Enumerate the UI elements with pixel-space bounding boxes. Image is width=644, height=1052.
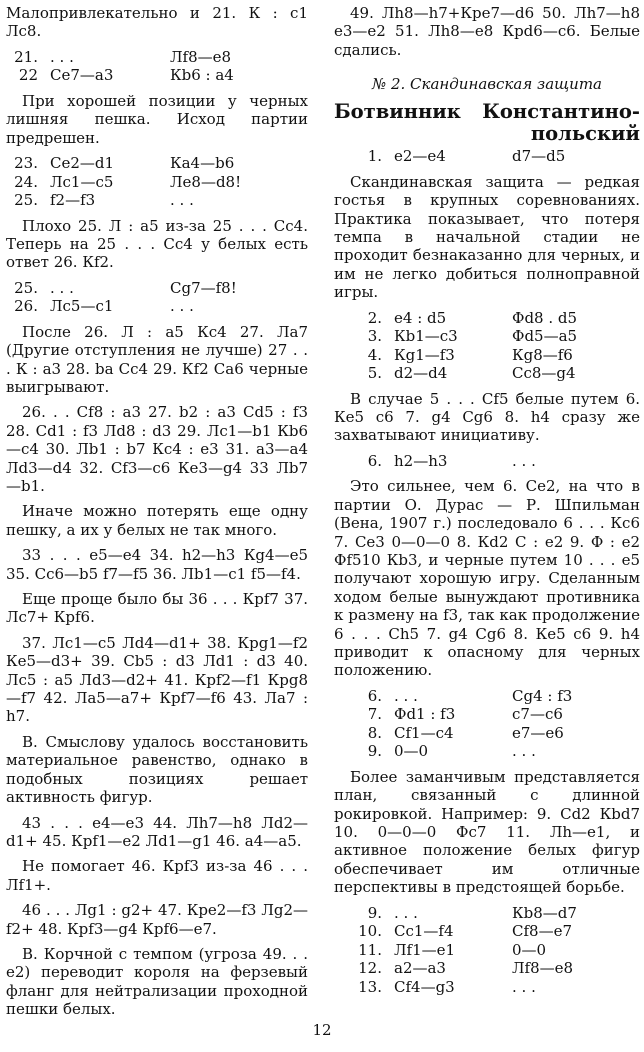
move-number: 3. <box>367 327 382 346</box>
move-number: 5. <box>367 364 382 383</box>
white-move: Сf4—g3 <box>394 977 455 996</box>
players-line-2: польский <box>530 122 640 146</box>
black-move: . . . <box>512 451 536 470</box>
paragraph: 33 . . . e5—e4 34. h2—h3 Кg4—e5 35. Сс6—b5 f7—f5 36. Лb1—c1 f5—f4. <box>6 546 308 583</box>
move-row <box>6 48 308 67</box>
move-row <box>6 173 308 192</box>
paragraph: Это сильнее, чем 6. Се2, на что в партии О. Дурас — Р. Шпильман (Вена, 1907 г.) последовало 6 . . . Кс6 7. Се3 0—0—0 8. Кd2 С : e2 9. Ф : e2 Фf510 Кb3, и черные путем 10 . . . e5 получают хорошую игру. Сделанным ходом белые вынуждают противника к размену на f3, так как продолжение 6 . . . Сh5 7. g4 Сg6 8. Кe5 с6 9. h4 приводит к опасному для черных положению. <box>334 477 640 680</box>
move-table <box>6 279 308 316</box>
move-row <box>334 309 640 328</box>
white-move: . . . <box>50 47 74 66</box>
white-move: Кg1—f3 <box>394 345 455 364</box>
black-move: Кg8—f6 <box>512 345 573 364</box>
black-move: e7—e6 <box>512 723 564 742</box>
white-move: Се7—a3 <box>50 66 114 85</box>
left-column <box>6 4 308 1026</box>
white-move: . . . <box>394 903 418 922</box>
move-number: 1. <box>367 147 382 166</box>
black-move: d7—d5 <box>512 147 566 166</box>
paragraph: Не помогает 46. Крf3 из-за 46 . . . Лf1+. <box>6 857 308 894</box>
move-row <box>334 147 640 166</box>
black-move: Сс8—g4 <box>512 364 576 383</box>
move-number: 23. <box>14 154 38 173</box>
move-row <box>334 452 640 471</box>
move-row <box>334 705 640 724</box>
players-line-1: Ботвинник Константино- <box>334 100 640 124</box>
move-row <box>334 724 640 743</box>
black-move: с7—с6 <box>512 705 563 724</box>
paragraph: 37. Лс1—с5 Лd4—d1+ 38. Крg1—f2 Кe5—d3+ 39. Сb5 : d3 Лd1 : d3 40. Лс5 : a5 Лd3—d2+ 41. Крf2—f1 Крg8—f7 42. Ла5—a7+ Крf7—f6 43. Ла7 : h7. <box>6 633 308 726</box>
black-move: Кb6 : a4 <box>170 66 234 85</box>
move-row <box>334 978 640 997</box>
move-table <box>334 309 640 383</box>
move-number: 9. <box>367 903 382 922</box>
move-number: 13. <box>358 977 382 996</box>
white-move: e2—e4 <box>394 147 446 166</box>
paragraph: Более заманчивым представляется план, связанный с длинной рокировкой. Например: 9. Сd2 Кbd7 10. 0—0—0 Фс7 11. Лh—e1, и активное положение белых фигур обеспечивает им отличные перспективы в предстоящей борьбе. <box>334 767 640 897</box>
move-table <box>6 48 308 85</box>
paragraph: 43 . . . e4—e3 44. Лh7—h8 Лd2—d1+ 45. Крf1—e2 Лd1—g1 46. a4—a5. <box>6 813 308 850</box>
black-move: . . . <box>512 742 536 761</box>
move-number: 22 <box>18 66 38 85</box>
paragraph: Плохо 25. Л : a5 из-за 25 . . . Сc4. Теперь на 25 . . . Сс4 у белых есть ответ 26. Кf2. <box>6 216 308 272</box>
move-number: 7. <box>367 705 382 724</box>
white-move: Лс5—с1 <box>50 297 114 316</box>
white-move: h2—h3 <box>394 451 448 470</box>
white-move: Фd1 : f3 <box>394 705 456 724</box>
move-row <box>6 191 308 210</box>
move-number: 11. <box>358 940 382 959</box>
white-move: Сс1—f4 <box>394 922 454 941</box>
paragraph: 46 . . . Лg1 : g2+ 47. Крe2—f3 Лg2—f2+ 48. Крf3—g4 Крf6—e7. <box>6 901 308 938</box>
paragraph: В случае 5 . . . Сf5 белые путем 6. Кe5 с6 7. g4 Сg6 8. h4 сразу же захватывают инициативу. <box>334 389 640 445</box>
game-heading: № 2. Скандинавская защита <box>372 75 602 94</box>
black-move: Сg4 : f3 <box>512 686 573 705</box>
move-number: 8. <box>367 723 382 742</box>
move-table <box>6 154 308 210</box>
move-row <box>334 742 640 761</box>
white-move: . . . <box>50 278 74 297</box>
move-row <box>334 327 640 346</box>
paragraph: 26. . . Сf8 : a3 27. b2 : a3 Сd5 : f3 28. Сd1 : f3 Лd8 : d3 29. Лс1—b1 Кb6—с4 30. Лb1 : b7 Кс4 : e3 31. a3—a4 Лd3—d4 32. Сf3—с6 Кe3—g4 33 Лb7—b1. <box>6 403 308 495</box>
white-move: Се2—d1 <box>50 154 115 173</box>
paragraph: При хорошей позиции у черных лишняя пешка. Исход партии предрешен. <box>6 91 308 147</box>
black-move: Ле8—d8! <box>170 172 242 191</box>
paragraph: Скандинавская защита — редкая гостья в крупных соревнованиях. Практика показывает, что потеря темпа в начальной стадии не проходит безнаказанно для черных, и им не легко добиться полноправной игры. <box>334 172 640 302</box>
white-move: . . . <box>394 686 418 705</box>
move-number: 21. <box>14 47 38 66</box>
move-row <box>6 66 308 85</box>
black-move: Лf8—e8 <box>170 47 232 66</box>
move-row <box>334 941 640 960</box>
page-number: 12 <box>312 1021 332 1039</box>
move-number: 2. <box>367 308 382 327</box>
paragraph: Иначе можно потерять еще одну пешку, а их у белых не так много. <box>6 502 308 539</box>
black-move: Кb8—d7 <box>512 903 577 922</box>
move-number: 9. <box>367 742 382 761</box>
white-move: d2—d4 <box>394 364 448 383</box>
paragraph: Малопривлекательно и 21. К : c1 Лс8. <box>6 4 308 41</box>
move-table <box>334 147 640 166</box>
white-move: Сf1—с4 <box>394 723 454 742</box>
move-table <box>334 452 640 471</box>
white-move: e4 : d5 <box>394 308 447 327</box>
move-table <box>334 687 640 761</box>
white-move: Лf1—e1 <box>394 940 456 959</box>
black-move: . . . <box>170 191 194 210</box>
black-move: Лf8—e8 <box>512 959 574 978</box>
black-move: . . . <box>512 977 536 996</box>
move-number: 25. <box>14 278 38 297</box>
move-row <box>334 346 640 365</box>
move-row <box>6 297 308 316</box>
paragraph: Еще проще было бы 36 . . . Крf7 37. Лс7+ Крf6. <box>6 590 308 627</box>
paragraph: После 26. Л : a5 Кс4 27. Ла7 (Другие отступления не лучше) 27 . . . К : a3 28. ba Сс4 29. Кf2 Са6 черные выигрывают. <box>6 322 308 396</box>
move-row <box>6 279 308 298</box>
move-row <box>6 154 308 173</box>
move-number: 10. <box>358 922 382 941</box>
paragraph: В. Корчной с темпом (угроза 49. . . e2) переводит короля на ферзевый фланг для нейтрализации проходной пешки белых. <box>6 944 308 1019</box>
move-row <box>334 904 640 923</box>
black-move: Фd5—a5 <box>512 327 578 346</box>
white-move: Кb1—с3 <box>394 327 458 346</box>
move-number: 6. <box>367 451 382 470</box>
black-move: . . . <box>170 297 194 316</box>
move-number: 24. <box>14 172 38 191</box>
move-row <box>334 687 640 706</box>
white-move: f2—f3 <box>50 191 96 210</box>
move-row <box>334 922 640 941</box>
paragraph: В. Смыслову удалось восстановить материальное равенство, однако в подобных позициях решает активность фигур. <box>6 732 308 807</box>
move-row <box>334 959 640 978</box>
paragraph: 49. Лh8—h7+Крe7—d6 50. Лh7—h8 e3—e2 51. Лh8—e8 Крd6—с6. Белые сдались. <box>334 4 640 59</box>
move-number: 25. <box>14 191 38 210</box>
move-number: 26. <box>14 297 38 316</box>
move-table <box>334 904 640 997</box>
white-move: Лс1—с5 <box>50 172 114 191</box>
move-number: 4. <box>367 345 382 364</box>
right-column <box>334 4 640 1003</box>
black-move: Сf8—e7 <box>512 922 572 941</box>
move-number: 12. <box>358 959 382 978</box>
black-move: Сg7—f8! <box>170 278 237 297</box>
players-title <box>334 101 640 145</box>
black-move: Кa4—b6 <box>170 154 235 173</box>
white-move: 0—0 <box>394 742 429 761</box>
white-move: a2—a3 <box>394 959 446 978</box>
move-number: 6. <box>367 686 382 705</box>
black-move: Фd8 . d5 <box>512 308 578 327</box>
black-move: 0—0 <box>512 940 547 959</box>
move-row <box>334 364 640 383</box>
